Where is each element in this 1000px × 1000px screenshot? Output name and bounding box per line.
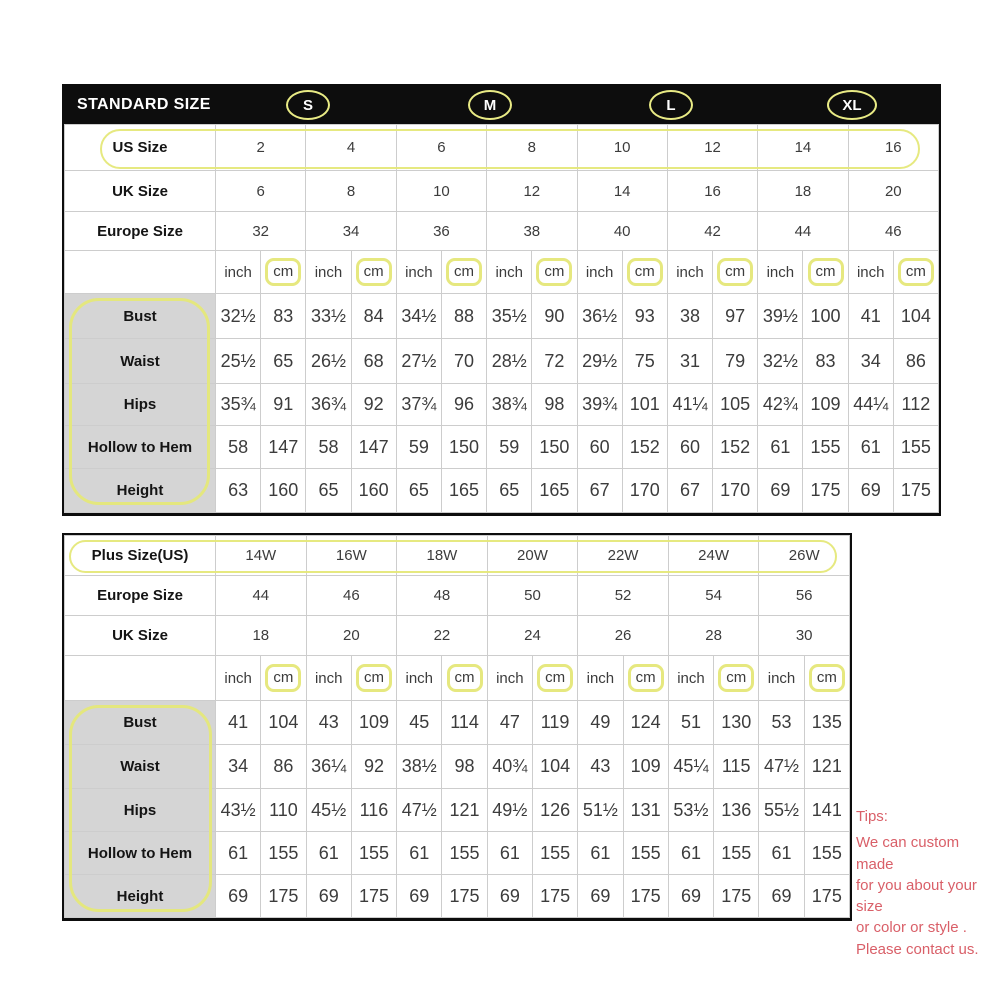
standard-size-grid <box>64 124 939 513</box>
measure-cell: 45 <box>397 701 442 745</box>
measure-cell: 32½ <box>758 339 803 384</box>
measure-cell: 69 <box>578 875 623 918</box>
measure-cell: 109 <box>803 384 848 426</box>
measure-cell: 83 <box>261 294 306 339</box>
cm-highlight-box: cm <box>717 258 753 285</box>
custom-made-tips <box>856 806 1000 960</box>
plus-size-table <box>62 533 852 921</box>
size-badge-xl: XL <box>827 90 877 120</box>
size-cell: 26 <box>578 616 669 656</box>
size-cell: 52 <box>578 576 669 616</box>
size-row <box>65 576 850 616</box>
size-cell: 12 <box>667 125 757 171</box>
measure-cell: 88 <box>441 294 486 339</box>
cm-highlight-box: cm <box>536 258 572 285</box>
cm-highlight-box: cm <box>265 664 301 691</box>
measure-cell: 170 <box>622 469 667 513</box>
size-cell: 14 <box>758 125 848 171</box>
measure-cell: 69 <box>758 469 803 513</box>
tips-line: Please contact us. <box>856 940 979 958</box>
inch-header-cell: inch <box>397 656 442 701</box>
measure-cell: 45¼ <box>668 745 713 789</box>
measure-cell: 42¾ <box>758 384 803 426</box>
measure-row <box>65 469 939 513</box>
measure-cell: 67 <box>577 469 622 513</box>
row-label: Europe Size <box>65 576 216 616</box>
size-cell: 38 <box>487 212 577 251</box>
cm-highlight-box: cm <box>447 664 483 691</box>
measure-cell: 38¾ <box>487 384 532 426</box>
measure-cell: 35¾ <box>216 384 261 426</box>
inch-header-cell: inch <box>216 251 261 294</box>
measure-cell: 53½ <box>668 789 713 832</box>
size-cell: 50 <box>487 576 578 616</box>
measure-cell: 72 <box>532 339 577 384</box>
measure-cell: 141 <box>804 789 849 832</box>
measure-cell: 131 <box>623 789 668 832</box>
size-cell: 20W <box>487 536 578 576</box>
standard-size-title: STANDARD SIZE <box>77 96 211 113</box>
measure-cell: 69 <box>397 875 442 918</box>
measure-cell: 86 <box>893 339 938 384</box>
size-cell: 18W <box>397 536 488 576</box>
measure-cell: 41 <box>216 701 261 745</box>
size-cell: 16 <box>848 125 938 171</box>
measure-cell: 69 <box>848 469 893 513</box>
measure-cell: 59 <box>487 426 532 469</box>
measure-cell: 175 <box>532 875 577 918</box>
measure-cell: 147 <box>261 426 306 469</box>
measure-cell: 75 <box>622 339 667 384</box>
measure-cell: 93 <box>622 294 667 339</box>
measure-cell: 49½ <box>487 789 532 832</box>
measure-cell: 155 <box>804 832 849 875</box>
standard-size-header <box>64 86 939 124</box>
inch-header-cell: inch <box>667 251 712 294</box>
size-cell: 24 <box>487 616 578 656</box>
size-cell: 42 <box>667 212 757 251</box>
size-cell: 12 <box>487 171 577 212</box>
measure-cell: 165 <box>441 469 486 513</box>
measure-cell: 29½ <box>577 339 622 384</box>
cm-highlight-box: cm <box>718 664 754 691</box>
cm-highlight-box: cm <box>446 258 482 285</box>
measure-cell: 51 <box>668 701 713 745</box>
size-row <box>65 171 939 212</box>
cm-highlight-box: cm <box>537 664 573 691</box>
cm-highlight-box: cm <box>809 664 845 691</box>
measure-cell: 104 <box>261 701 306 745</box>
size-cell: 32 <box>216 212 306 251</box>
size-cell: 6 <box>396 125 486 171</box>
size-cell: 26W <box>759 536 850 576</box>
measure-cell: 126 <box>532 789 577 832</box>
cm-header-cell <box>441 251 486 294</box>
size-cell: 16W <box>306 536 397 576</box>
measure-cell: 39½ <box>758 294 803 339</box>
size-cell: 8 <box>306 171 396 212</box>
cm-highlight-box: cm <box>356 258 392 285</box>
size-cell: 10 <box>396 171 486 212</box>
measure-cell: 104 <box>893 294 938 339</box>
row-label: Bust <box>65 294 216 339</box>
measure-cell: 39¾ <box>577 384 622 426</box>
size-cell: 24W <box>668 536 759 576</box>
measure-cell: 175 <box>804 875 849 918</box>
row-label: US Size <box>65 125 216 171</box>
unit-row <box>65 656 850 701</box>
cm-header-cell <box>261 251 306 294</box>
measure-cell: 31 <box>667 339 712 384</box>
measure-cell: 61 <box>578 832 623 875</box>
measure-cell: 69 <box>216 875 261 918</box>
size-cell: 34 <box>306 212 396 251</box>
measure-cell: 109 <box>351 701 396 745</box>
measure-cell: 38 <box>667 294 712 339</box>
measure-cell: 61 <box>216 832 261 875</box>
measure-cell: 109 <box>623 745 668 789</box>
measure-cell: 121 <box>804 745 849 789</box>
measure-cell: 150 <box>532 426 577 469</box>
measure-cell: 98 <box>532 384 577 426</box>
measure-cell: 104 <box>532 745 577 789</box>
measure-cell: 79 <box>713 339 758 384</box>
inch-header-cell: inch <box>216 656 261 701</box>
row-label: Hips <box>65 384 216 426</box>
measure-cell: 70 <box>441 339 486 384</box>
cm-highlight-box: cm <box>265 258 301 285</box>
size-row <box>65 212 939 251</box>
measure-cell: 101 <box>622 384 667 426</box>
measure-cell: 43½ <box>216 789 261 832</box>
measure-cell: 37¾ <box>396 384 441 426</box>
measure-cell: 61 <box>759 832 804 875</box>
size-cell: 36 <box>396 212 486 251</box>
measure-cell: 155 <box>803 426 848 469</box>
row-label: Hips <box>65 789 216 832</box>
measure-cell: 44¼ <box>848 384 893 426</box>
cm-header-cell <box>261 656 306 701</box>
size-cell: 46 <box>848 212 938 251</box>
measure-cell: 150 <box>441 426 486 469</box>
size-cell: 14W <box>216 536 307 576</box>
measure-cell: 116 <box>351 789 396 832</box>
measure-cell: 61 <box>487 832 532 875</box>
row-label: Hollow to Hem <box>65 426 216 469</box>
tips-line: or color or style . <box>856 919 967 937</box>
row-label: Waist <box>65 745 216 789</box>
cm-highlight-box: cm <box>628 664 664 691</box>
cm-header-cell <box>351 251 396 294</box>
unit-row-label <box>65 656 216 701</box>
measure-cell: 160 <box>261 469 306 513</box>
measure-cell: 47 <box>487 701 532 745</box>
measure-cell: 36½ <box>577 294 622 339</box>
measure-cell: 92 <box>351 745 396 789</box>
measure-cell: 68 <box>351 339 396 384</box>
measure-cell: 45½ <box>306 789 351 832</box>
inch-header-cell: inch <box>577 251 622 294</box>
size-cell: 6 <box>216 171 306 212</box>
measure-cell: 84 <box>351 294 396 339</box>
measure-row <box>65 294 939 339</box>
cm-header-cell <box>622 251 667 294</box>
measure-cell: 90 <box>532 294 577 339</box>
measure-cell: 152 <box>713 426 758 469</box>
measure-cell: 34 <box>216 745 261 789</box>
row-label: Height <box>65 875 216 918</box>
measure-cell: 155 <box>351 832 396 875</box>
measure-row <box>65 426 939 469</box>
measure-cell: 60 <box>667 426 712 469</box>
measure-cell: 34 <box>848 339 893 384</box>
measure-cell: 61 <box>848 426 893 469</box>
size-cell: 40 <box>577 212 667 251</box>
measure-cell: 135 <box>804 701 849 745</box>
measure-cell: 160 <box>351 469 396 513</box>
measure-cell: 86 <box>261 745 306 789</box>
row-label: Height <box>65 469 216 513</box>
cm-header-cell <box>623 656 668 701</box>
size-cell: 14 <box>577 171 667 212</box>
inch-header-cell: inch <box>396 251 441 294</box>
size-cell: 10 <box>577 125 667 171</box>
measure-cell: 61 <box>397 832 442 875</box>
inch-header-cell: inch <box>668 656 713 701</box>
measure-cell: 58 <box>306 426 351 469</box>
size-cell: 44 <box>216 576 307 616</box>
cm-header-cell <box>442 656 487 701</box>
measure-row <box>65 832 850 875</box>
measure-cell: 69 <box>487 875 532 918</box>
measure-cell: 67 <box>667 469 712 513</box>
measure-cell: 25½ <box>216 339 261 384</box>
measure-cell: 114 <box>442 701 487 745</box>
measure-cell: 65 <box>306 469 351 513</box>
measure-row <box>65 789 850 832</box>
measure-cell: 61 <box>306 832 351 875</box>
measure-cell: 130 <box>714 701 759 745</box>
cm-highlight-box: cm <box>627 258 663 285</box>
tips-line: We can custom made <box>856 834 960 873</box>
inch-header-cell: inch <box>306 251 351 294</box>
measure-cell: 53 <box>759 701 804 745</box>
inch-header-cell: inch <box>758 251 803 294</box>
measure-cell: 175 <box>442 875 487 918</box>
cm-highlight-box: cm <box>356 664 392 691</box>
size-cell: 30 <box>759 616 850 656</box>
measure-cell: 65 <box>396 469 441 513</box>
measure-cell: 55½ <box>759 789 804 832</box>
size-cell: 20 <box>306 616 397 656</box>
measure-cell: 98 <box>442 745 487 789</box>
measure-cell: 26½ <box>306 339 351 384</box>
measure-cell: 40¾ <box>487 745 532 789</box>
size-badge-m: M <box>468 90 512 120</box>
tips-line: for you about your size <box>856 876 977 916</box>
cm-highlight-box: cm <box>898 258 934 285</box>
size-cell: 18 <box>216 616 307 656</box>
size-cell: 48 <box>397 576 488 616</box>
measure-cell: 112 <box>893 384 938 426</box>
measure-row <box>65 339 939 384</box>
measure-cell: 61 <box>668 832 713 875</box>
measure-cell: 155 <box>532 832 577 875</box>
measure-cell: 105 <box>713 384 758 426</box>
cm-header-cell <box>803 251 848 294</box>
measure-cell: 175 <box>803 469 848 513</box>
measure-cell: 119 <box>532 701 577 745</box>
measure-cell: 155 <box>714 832 759 875</box>
measure-cell: 47½ <box>759 745 804 789</box>
measure-cell: 43 <box>306 701 351 745</box>
cm-header-cell <box>351 656 396 701</box>
size-cell: 56 <box>759 576 850 616</box>
size-cell: 22W <box>578 536 669 576</box>
size-cell: 46 <box>306 576 397 616</box>
measure-cell: 43 <box>578 745 623 789</box>
measure-cell: 47½ <box>397 789 442 832</box>
cm-header-cell <box>893 251 938 294</box>
measure-cell: 65 <box>261 339 306 384</box>
measure-cell: 61 <box>758 426 803 469</box>
measure-cell: 60 <box>577 426 622 469</box>
unit-row-label <box>65 251 216 294</box>
measure-row <box>65 875 850 918</box>
measure-cell: 69 <box>759 875 804 918</box>
measure-cell: 92 <box>351 384 396 426</box>
measure-cell: 33½ <box>306 294 351 339</box>
measure-cell: 28½ <box>487 339 532 384</box>
measure-cell: 91 <box>261 384 306 426</box>
size-row <box>65 536 850 576</box>
measure-row <box>65 745 850 789</box>
measure-cell: 155 <box>893 426 938 469</box>
size-cell: 20 <box>848 171 938 212</box>
measure-cell: 175 <box>261 875 306 918</box>
row-label: Plus Size(US) <box>65 536 216 576</box>
size-badge-l: L <box>649 90 693 120</box>
measure-cell: 34½ <box>396 294 441 339</box>
measure-cell: 110 <box>261 789 306 832</box>
measure-cell: 38½ <box>397 745 442 789</box>
cm-header-cell <box>713 251 758 294</box>
measure-cell: 124 <box>623 701 668 745</box>
measure-cell: 136 <box>714 789 759 832</box>
size-cell: 18 <box>758 171 848 212</box>
unit-row <box>65 251 939 294</box>
cm-header-cell <box>532 656 577 701</box>
measure-cell: 69 <box>306 875 351 918</box>
measure-cell: 58 <box>216 426 261 469</box>
size-badge-s: S <box>286 90 330 120</box>
measure-cell: 41¼ <box>667 384 712 426</box>
measure-cell: 155 <box>623 832 668 875</box>
measure-cell: 65 <box>487 469 532 513</box>
size-cell: 54 <box>668 576 759 616</box>
measure-cell: 175 <box>623 875 668 918</box>
measure-cell: 170 <box>713 469 758 513</box>
measure-cell: 100 <box>803 294 848 339</box>
inch-header-cell: inch <box>487 656 532 701</box>
measure-cell: 83 <box>803 339 848 384</box>
row-label: Europe Size <box>65 212 216 251</box>
inch-header-cell: inch <box>578 656 623 701</box>
size-cell: 22 <box>397 616 488 656</box>
measure-cell: 97 <box>713 294 758 339</box>
measure-cell: 49 <box>578 701 623 745</box>
measure-cell: 152 <box>622 426 667 469</box>
measure-cell: 175 <box>714 875 759 918</box>
size-cell: 16 <box>667 171 757 212</box>
measure-cell: 36¼ <box>306 745 351 789</box>
measure-cell: 63 <box>216 469 261 513</box>
size-cell: 8 <box>487 125 577 171</box>
size-cell: 44 <box>758 212 848 251</box>
measure-row <box>65 701 850 745</box>
cm-header-cell <box>714 656 759 701</box>
cm-highlight-box: cm <box>808 258 844 285</box>
measure-cell: 175 <box>893 469 938 513</box>
measure-cell: 155 <box>261 832 306 875</box>
measure-cell: 41 <box>848 294 893 339</box>
inch-header-cell: inch <box>306 656 351 701</box>
tips-title: Tips: <box>856 808 888 825</box>
measure-cell: 175 <box>351 875 396 918</box>
measure-cell: 115 <box>714 745 759 789</box>
row-label: Hollow to Hem <box>65 832 216 875</box>
measure-cell: 96 <box>441 384 486 426</box>
inch-header-cell: inch <box>759 656 804 701</box>
measure-cell: 51½ <box>578 789 623 832</box>
measure-cell: 35½ <box>487 294 532 339</box>
measure-cell: 27½ <box>396 339 441 384</box>
cm-header-cell <box>804 656 849 701</box>
measure-cell: 165 <box>532 469 577 513</box>
measure-row <box>65 384 939 426</box>
inch-header-cell: inch <box>487 251 532 294</box>
row-label: UK Size <box>65 171 216 212</box>
standard-size-table <box>62 84 941 516</box>
measure-cell: 59 <box>396 426 441 469</box>
row-label: Bust <box>65 701 216 745</box>
measure-cell: 121 <box>442 789 487 832</box>
measure-cell: 36¾ <box>306 384 351 426</box>
plus-size-grid <box>64 535 850 918</box>
row-label: UK Size <box>65 616 216 656</box>
measure-cell: 69 <box>668 875 713 918</box>
size-row <box>65 125 939 171</box>
inch-header-cell: inch <box>848 251 893 294</box>
size-cell: 4 <box>306 125 396 171</box>
size-cell: 28 <box>668 616 759 656</box>
cm-header-cell <box>532 251 577 294</box>
row-label: Waist <box>65 339 216 384</box>
measure-cell: 155 <box>442 832 487 875</box>
measure-cell: 147 <box>351 426 396 469</box>
measure-cell: 32½ <box>216 294 261 339</box>
size-row <box>65 616 850 656</box>
size-cell: 2 <box>216 125 306 171</box>
